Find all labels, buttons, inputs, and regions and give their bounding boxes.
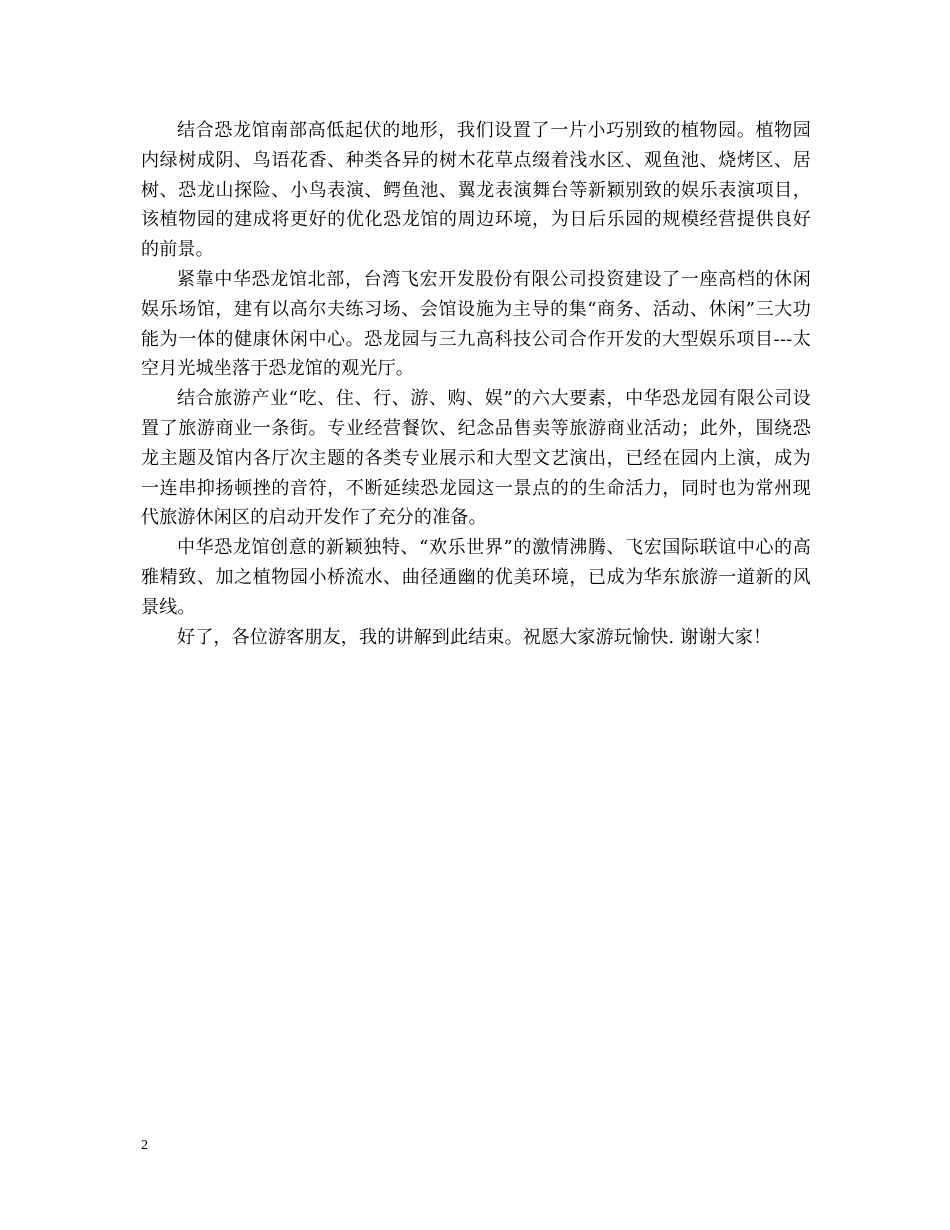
- page-number: 2: [141, 1138, 148, 1153]
- paragraph-commercial-street: 结合旅游产业“吃、住、行、游、购、娱”的六大要素，中华恐龙园有限公司设置了旅游商业一条街。专业经营餐饮、纪念品售卖等旅游商业活动；此外，围绕恐龙主题及馆内各厅次主题的各类专业展示和大型文艺演出，已经在园内上演，成为一连串抑扬顿挫的音符，不断延续恐龙园这一景点的的生命活力，同时也为常州现代旅游休闲区的启动开发作了充分的准备。: [141, 388, 811, 529]
- paragraph-scenic-line: 中华恐龙馆创意的新颖独特、“欢乐世界”的激情沸腾、飞宏国际联谊中心的高雅精致、加之植物园小桥流水、曲径通幽的优美环境，已成为华东旅游一道新的风景线。: [141, 537, 811, 618]
- paragraph-botanical-garden: 结合恐龙馆南部高低起伏的地形，我们设置了一片小巧别致的植物园。植物园内绿树成阴、鸟语花香、种类各异的树木花草点缀着浅水区、观鱼池、烧烤区、居树、恐龙山探险、小鸟表演、鳄鱼池、翼龙表演舞台等新颖别致的娱乐表演项目，该植物园的建成将更好的优化恐龙馆的周边环境，为日后乐园的规模经营提供良好的前景。: [141, 120, 811, 261]
- paragraph-closing: 好了，各位游客朋友，我的讲解到此结束。祝愿大家游玩愉快. 谢谢大家！: [177, 626, 772, 648]
- paragraph-leisure-center: 紧靠中华恐龙馆北部，台湾飞宏开发股份有限公司投资建设了一座高档的休闲娱乐场馆，建有以高尔夫练习场、会馆设施为主导的集“商务、活动、休闲”三大功能为一体的健康休闲中心。恐龙园与三九高科技公司合作开发的大型娱乐项目---太空月光城坐落于恐龙馆的观光厅。: [141, 268, 811, 380]
- body-text: [141, 116, 811, 652]
